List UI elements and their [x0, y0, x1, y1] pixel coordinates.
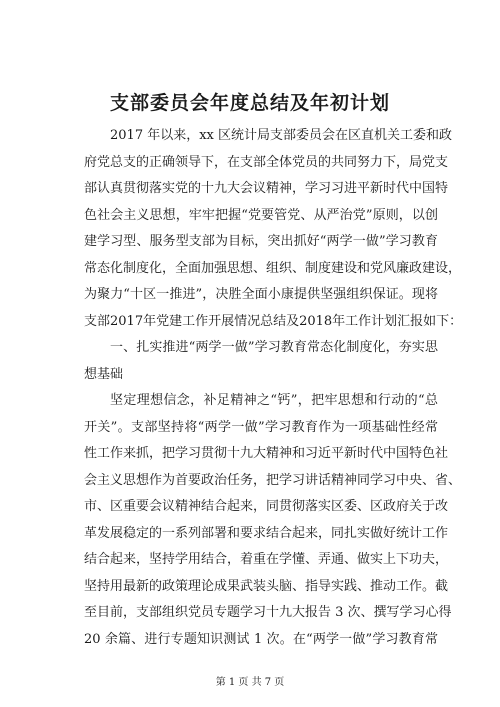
body-line: 部认真贯彻落实党的十九大会议精神，学习习进平新时代中国特	[84, 181, 449, 196]
body-line: 会主义思想作为首要政治任务，把学习讲话精神同学习中央、省、	[84, 472, 462, 488]
body-line: 一、扎实推进“两学一做”学习教育常态化制度化，夯实思	[110, 340, 438, 355]
document-title: 支部委员会年度总结及年初计划	[109, 92, 390, 114]
body-line: 为聚力“十区一推进”，决胜全面小康提供坚强组织保证。现将	[84, 287, 438, 302]
body-line: 支部2017年党建工作开展情况总结及2018年工作计划汇报如下：	[84, 313, 463, 329]
body-line: 性工作来抓，把学习贯彻十九大精神和习近平新时代中国特色社	[84, 446, 449, 461]
body-line: 开关”。支部坚持将“两学一做”学习教育作为一项基础性经常	[84, 419, 438, 435]
body-line: 建学习型、服务型支部为目标，突出抓好“两学一做”学习教育	[84, 234, 438, 249]
page-indicator: 第 1 页 共 7 页	[215, 677, 285, 688]
body-line: 色社会主义思想，牢牢把握“党要管党、从严治党”原则，以创	[84, 207, 438, 223]
body-line: 结合起来，坚持学用结合，着重在学懂、弄通、做实上下功夫，	[84, 552, 449, 567]
body-line: 坚定理想信念，补足精神之“钙”，把牢思想和行动的“总	[110, 393, 438, 408]
body-line: 革发展稳定的一系列部署和要求结合起来，同扎实做好统计工作	[84, 525, 449, 541]
body-line: 20 余篇、进行专题知识测试 1 次。在“两学一做”学习教育常	[84, 631, 438, 647]
body-line: 常态化制度化，全面加强思想、组织、制度建设和党风廉政建设，	[84, 260, 462, 276]
body-line: 市、区重要会议精神结合起来，同贯彻落实区委、区政府关于改	[84, 499, 449, 514]
body-line: 府党总支的正确领导下，在支部全体党员的共同努力下，局党支	[84, 154, 449, 170]
body-line: 至目前，支部组织党员专题学习十九大报告 3 次、撰写学习心得	[84, 605, 452, 620]
document-body	[84, 123, 463, 653]
body-line: 想基础	[84, 366, 124, 382]
body-line: 2017 年以来，xx 区统计局支部委员会在区直机关工委和政	[110, 128, 453, 143]
body-line: 坚持用最新的政策理论成果武装头脑、指导实践、推动工作。截	[84, 578, 449, 594]
